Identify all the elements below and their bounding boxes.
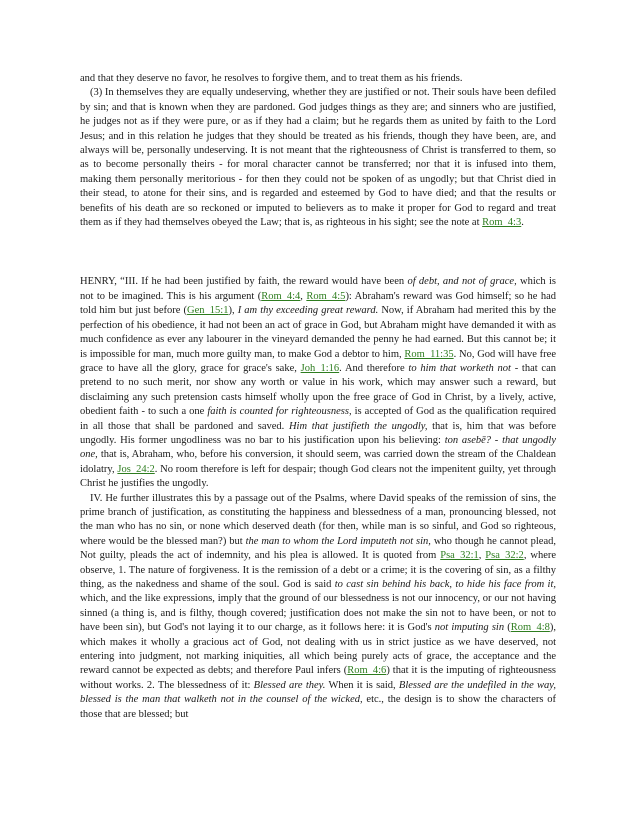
italic-text: to cast sin behind his back, to hide his face from it, <box>334 579 556 590</box>
italic-text: I am thy exceeding great reward. <box>237 305 379 317</box>
document-page <box>80 72 556 722</box>
scripture-link[interactable]: Rom_4:4 <box>261 290 301 302</box>
paragraph-henry-iii <box>80 275 556 491</box>
text-span: Now, if Abraham had merited this by the perfection of his obedience, it had not been an act of grace in God, but Abraham might have demanded it with as much confidence as ever any labourer in the vineyard demanded the penny he had earned. But this cannot be; it is impossible for man, much more guilty man, to make God a debtor to him, <box>80 305 556 360</box>
italic-text: Blessed are they. <box>253 679 326 691</box>
text-span: ), <box>228 305 238 317</box>
scripture-link[interactable]: Rom_4:5 <box>306 290 346 302</box>
italic-text: of debt, and not of grace, <box>407 276 517 288</box>
text-span: , <box>300 290 307 302</box>
text-span: , where observe, 1. The nature of forgiveness. It is the remission of a debt or a crime; it is the covering of sin, as a filthy thing, as the nakedness and shame of the soul. God is said <box>80 550 557 590</box>
text-span: which is not to be imagined. This is his argument ( <box>80 276 556 302</box>
italic-text: the man to whom the Lord imputeth not sin, <box>245 535 431 547</box>
scripture-link[interactable]: Rom_4:3 <box>482 217 522 229</box>
text-span: etc., the design is to show the characters of those that are blessed; but <box>80 694 556 720</box>
text-span: . No, God will have free grace to have all the glory, grace for grace's sake, <box>80 348 556 374</box>
scripture-link[interactable]: Joh_1:16 <box>300 362 340 374</box>
text-span: , <box>478 550 486 562</box>
italic-text: faith is counted for righteousness, <box>207 406 352 418</box>
text-span: . <box>521 217 524 229</box>
text-span: ( <box>504 622 511 634</box>
text-span: which, and the like expressions, imply that the ground of our blessedness is not our innocency, or our not having sinned (a thing is, and is filthy, though covered; justification does not make the sin not to have been, or not to have been sin), but God's not laying it to our charge, as it follows here: it is God's <box>80 593 556 634</box>
italic-text: Him that justifieth the ungodly, <box>288 420 428 432</box>
text-span: HENRY, “III. If he had been justified by faith, the reward would have been <box>80 276 408 288</box>
italic-text: Blessed are the undefiled in the way, blessed is the man that walketh not in the counsel of the wicked, <box>80 679 556 706</box>
italic-text: ton asebē? - that ungodly one, <box>80 434 556 461</box>
scripture-link[interactable]: Gen_15:1 <box>187 305 229 317</box>
text-span: that is, him that was before ungodly. His former ungodliness was no bar to his justification upon his believing: <box>80 420 556 446</box>
text-span: that is, Abraham, who, before his conversion, it should seem, was carried down the stream of the Chaldean idolatry, <box>80 449 556 475</box>
text-span: - that can pretend to no such merit, nor show any worth or value in his work, which may answer such a reward, but disclaiming any such pretension casts himself wholly upon the free grace of God in Christ, by a lively, active, obedient faith - to such a one <box>80 362 557 418</box>
scripture-link[interactable]: Psa_32:1 <box>440 550 479 562</box>
text-span: (3) In themselves they are equally undeserving, whether they are justified or not. Their souls have been defiled by sin; and that is known when they are pardoned. God judges things as they are; and sinners who are justified, he judges not as if they were pure, or as if they had a claim; but he regards them as united by faith to the Lord Jesus; and in this relation he judges that they should be treated as his friends, though they have been, are, and always will be, personally undeserving. It is not meant that the righteousness of Christ is transferred to them, so as to become personally theirs - for moral character cannot be transferred; nor that it is infused into them, making them personally meritorious - for then they could not be spoken of as ungodly; but that Christ died in their stead, to atone for their sins, and is regarded and esteemed by God to have died; and that the results or benefits of his death are so reckoned or imputed to believers as to make it proper for God to regard and treat them as if they had themselves obeyed the Law; that is, as righteous in his sight; see the note at <box>80 87 556 229</box>
paragraph-barnes-3 <box>80 86 556 230</box>
text-span: When it is said, <box>325 679 399 691</box>
text-span: IV. He further illustrates this by a passage out of the Psalms, where David speaks of the remission of sins, the prime branch of justification, as constituting the happiness and blessedness of a man, pronouncing blessed, not the man who has no sin, or none which deserved death (for then, while man is so sinful, and God so righteous, where would be the blessed man?) but <box>80 492 556 547</box>
text-span: who though he cannot plead, Not guilty, pleads the act of indemnity, and his plea is allowed. It is quoted from <box>80 535 556 562</box>
italic-text: to him that worketh not <box>408 362 511 374</box>
scripture-link[interactable]: Psa_32:2 <box>485 550 524 562</box>
section-spacer <box>80 230 556 275</box>
text-span: . And therefore <box>339 362 409 374</box>
text-span: is accepted of God as the qualification required in all those that shall be pardoned and saved. <box>80 406 557 432</box>
text-span: ), which makes it wholly a gracious act of God, not dealing with us in strict justice as we have deserved, not entering into judgment, not marking iniquities, all which being purely acts of grace, the acceptance and the reward cannot be expected as debts; and therefore Paul infers ( <box>80 622 556 677</box>
scripture-link[interactable]: Jos_24:2 <box>117 463 155 475</box>
paragraph-continuation: and that they deserve no favor, he resolves to forgive them, and to treat them as his friends. <box>80 73 463 84</box>
paragraph-henry-iv <box>80 492 556 723</box>
scripture-link[interactable]: Rom_4:8 <box>510 622 550 634</box>
text-span: ): Abraham's reward was God himself; so he had told him but just before ( <box>80 290 557 317</box>
text-span: ) that it is the imputing of righteousness without works. 2. The blessedness of it: <box>80 665 556 691</box>
text-span: . No room therefore is left for despair; though God clears not the impenitent guilty, yet through Christ he justifies the ungodly. <box>80 463 556 490</box>
scripture-link[interactable]: Rom_4:6 <box>347 665 387 677</box>
scripture-link[interactable]: Rom_11:35 <box>404 348 454 360</box>
italic-text: not imputing sin <box>434 622 505 634</box>
